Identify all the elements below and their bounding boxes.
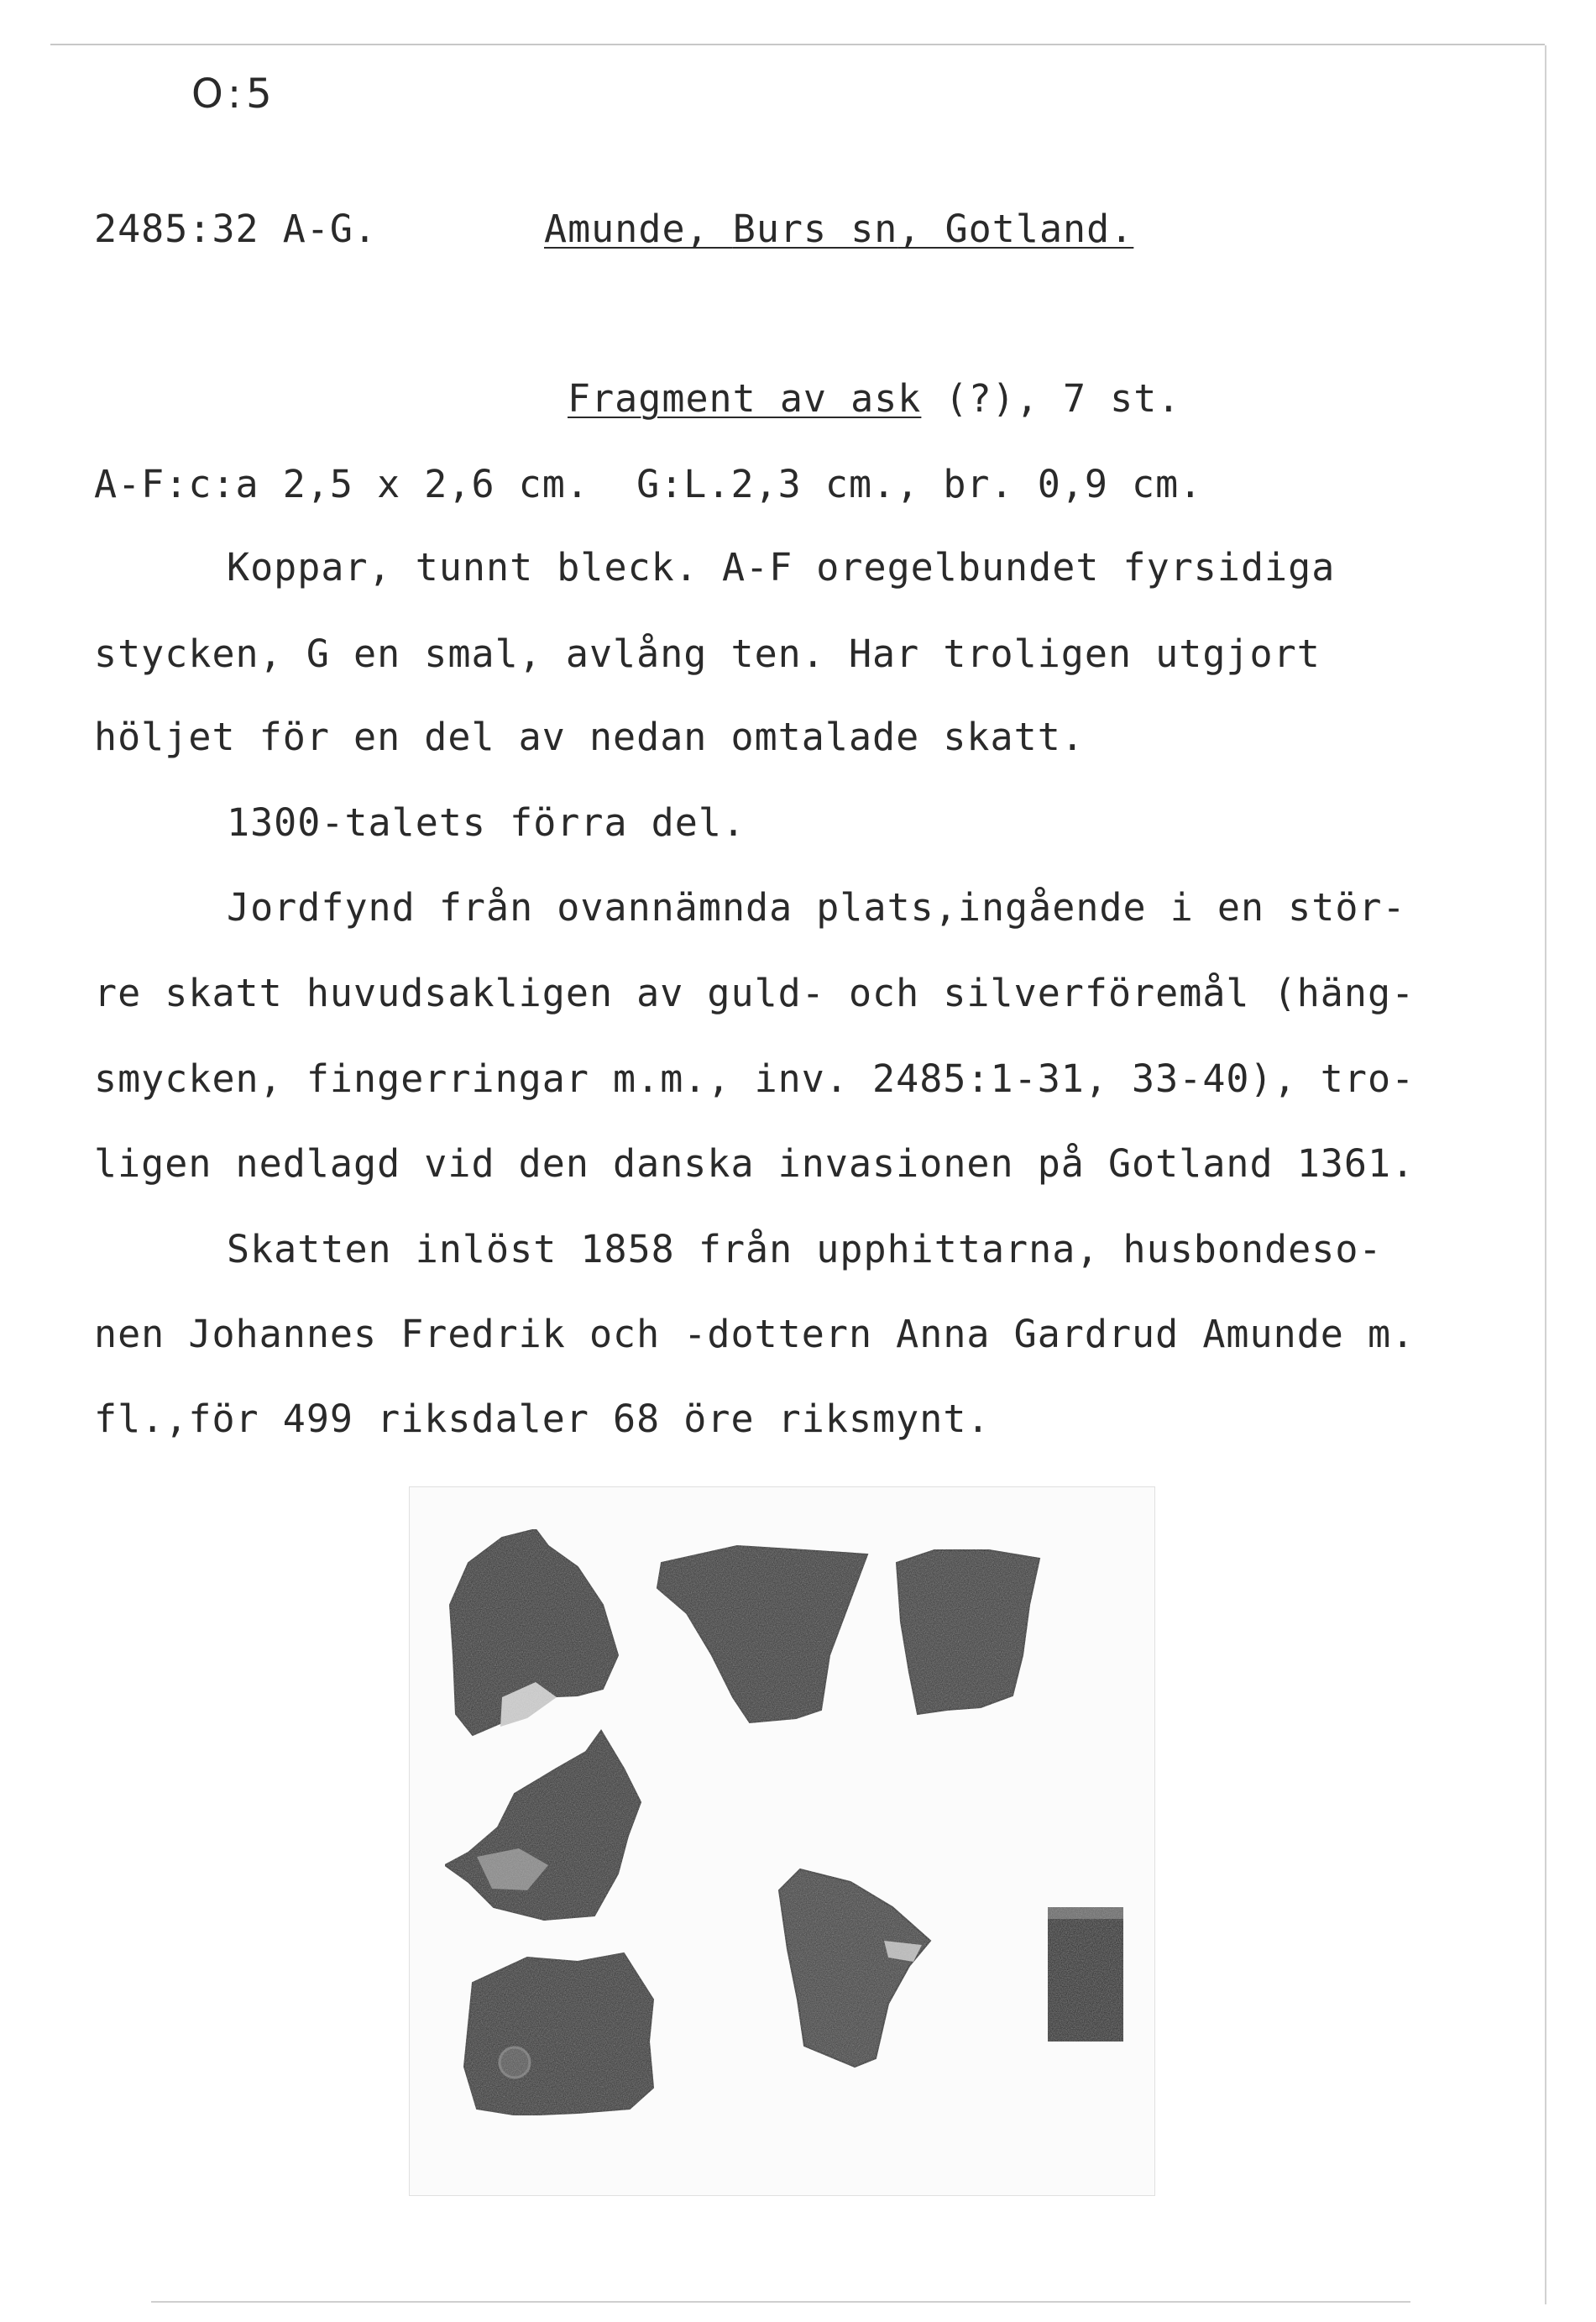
description-line: Koppar, tunnt bleck. A-F oregelbundet fyrsidiga [227,545,1336,590]
fragments-photo [409,1486,1155,2196]
fragment-g-strip [1048,1907,1123,2042]
fragments-photo-svg [410,1487,1154,2195]
object-count: (?), 7 st. [921,376,1181,421]
description-line: stycken, G en smal, avlång ten. Har troligen utgjort [94,632,1321,676]
fragment-c [897,1550,1039,1714]
fragment-b [657,1546,867,1722]
sheet-edge-right [1545,45,1546,2304]
acquisition-line: Skatten inlöst 1858 från upphittarna, husbondeso- [227,1227,1383,1271]
folio-number: O:5 [191,71,277,118]
fragment-f [779,1869,930,2067]
object-title: Fragment av ask [568,376,922,421]
description-line: höljet för en del av nedan omtalade skatt. [94,715,1085,759]
find-site-parish: Burs sn [732,207,898,251]
description-line: re skatt huvudsakligen av guld- och silverföremål (häng- [94,971,1415,1015]
description-line: Jordfynd från ovannämnda plats,ingående i en stör- [227,885,1406,930]
inventory-number: 2485:32 A-G. [94,207,378,251]
object-heading [568,376,1181,421]
fragment-d [445,1731,641,1920]
find-site-region: , Gotland. [897,207,1134,251]
sheet-edge-bottom [151,2301,1410,2303]
fragment-e-rivet [500,2047,530,2078]
fragment-e [464,1953,653,2115]
object-dimensions: A-F:c:a 2,5 x 2,6 cm. G:L.2,3 cm., br. 0,9 cm. [94,462,1203,506]
sheet-edge-top [50,44,1545,45]
find-site-place: Amunde, [544,207,733,251]
find-site [544,207,1134,251]
description-line: smycken, fingerringar m.m., inv. 2485:1-31, 33-40), tro- [94,1056,1415,1101]
description-line: ligen nedlagd vid den danska invasionen på Gotland 1361. [94,1141,1415,1186]
acquisition-line: nen Johannes Fredrik och -dottern Anna Gardrud Amunde m. [94,1312,1415,1356]
dating-line: 1300-talets förra del. [227,800,746,845]
fragment-g-strip-top-edge [1048,1907,1123,1919]
acquisition-line: fl.,för 499 riksdaler 68 öre riksmynt. [94,1397,991,1441]
